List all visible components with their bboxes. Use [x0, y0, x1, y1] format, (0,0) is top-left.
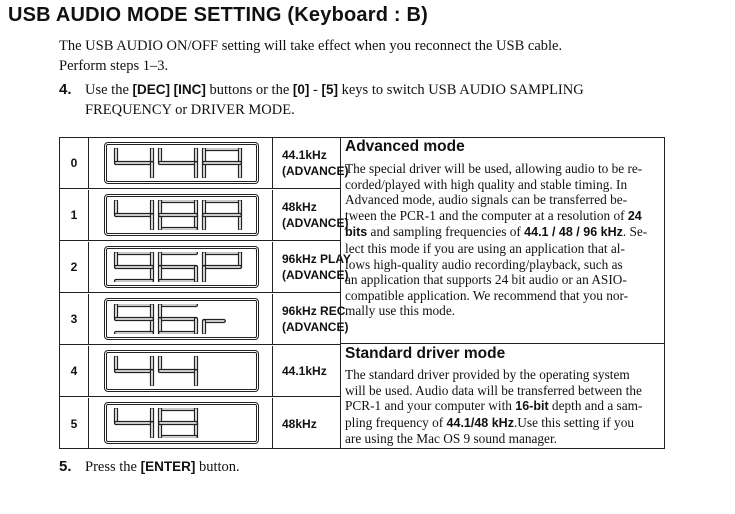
step-4-line-1: Use the [DEC] [INC] buttons or the [0] - [5] keys to switch USB AUDIO SAMPLING	[85, 82, 584, 98]
step-4-line-2: FREQUENCY or DRIVER MODE.	[85, 102, 295, 118]
mode-row-0	[60, 138, 349, 189]
mode-row-5	[60, 398, 340, 449]
key-5-label: [5]	[321, 82, 338, 97]
mode-index: 0	[60, 138, 89, 188]
lcd-cell	[89, 346, 273, 396]
mode-index: 4	[60, 346, 89, 396]
seven-seg-icon	[110, 252, 253, 282]
section-divider	[341, 343, 664, 344]
dec-key-label: [DEC]	[132, 82, 171, 97]
seven-seg-icon	[110, 200, 253, 230]
inc-key-label: [INC]	[173, 82, 206, 97]
lcd-cell	[89, 242, 273, 292]
mode-row-2	[60, 242, 351, 293]
advanced-mode-heading: Advanced mode	[345, 138, 465, 155]
mode-index: 1	[60, 190, 89, 240]
lcd-cell	[89, 294, 273, 344]
lcd-display	[104, 298, 259, 340]
step-4-number: 4.	[59, 81, 72, 98]
mode-desc: 96kHz PLAY (ADVANCE)	[282, 252, 351, 282]
mode-index: 3	[60, 294, 89, 344]
intro-line-2: Perform steps 1–3.	[59, 58, 169, 74]
lcd-cell	[89, 398, 273, 449]
mode-desc: 44.1kHz	[282, 364, 327, 378]
seven-seg-icon	[110, 408, 253, 438]
mode-desc: 48kHz	[282, 416, 317, 431]
mode-desc: 44.1kHz (ADVANCE)	[282, 148, 349, 178]
enter-key-label: [ENTER]	[140, 459, 196, 474]
mode-row-4	[60, 346, 340, 397]
lcd-display	[104, 142, 259, 184]
step-5-number: 5.	[59, 458, 72, 475]
key-0-label: [0]	[292, 82, 310, 97]
mode-row-3	[60, 294, 349, 345]
intro-text	[59, 36, 562, 76]
mode-index: 5	[60, 398, 89, 449]
mode-description-box	[341, 137, 665, 449]
lcd-display	[104, 350, 259, 392]
mode-row-1	[60, 190, 349, 241]
lcd-display	[104, 194, 259, 236]
mode-desc: 96kHz REC (ADVANCE)	[282, 304, 349, 334]
mode-index: 2	[60, 242, 89, 292]
lcd-cell	[89, 138, 273, 188]
seven-seg-icon	[110, 148, 253, 178]
mode-table	[59, 137, 351, 449]
standard-mode-section: Standard driver mode The standard driver provided by the operating system will be used. Audio data will be transferred between the PCR-1 and your computer with 16-bit depth and a sam- pling frequency of 44.1/48 kHz.Use this setting if you are using the Mac OS 9 sound manager.	[345, 345, 643, 447]
lcd-display	[104, 246, 259, 288]
intro-line-1: The USB AUDIO ON/OFF setting will take effect when you reconnect the USB cable.	[59, 38, 563, 54]
seven-seg-icon	[110, 304, 253, 334]
seven-seg-icon	[110, 356, 253, 386]
advanced-mode-section: Advanced mode The special driver will be used, allowing audio to be re- corded/played with high quality and stable timing. In Advanced mode, audio signals can be transferred be- tween the PCR-1 and the computer at a resolution of 24 bits and sampling frequencies of 44.1 / 48 / 96 kHz. Se- lect this mode if you are using an application that al- lows high-quality audio recording/playback, such as an application that supports 24 bit audio or an ASIO- compatible application. We recommend that you nor- mally use this mode.	[345, 138, 648, 319]
lcd-cell	[89, 190, 273, 240]
mode-desc: 48kHz (ADVANCE)	[282, 200, 349, 230]
lcd-display	[104, 402, 259, 444]
section-title: USB AUDIO MODE SETTING (Keyboard : B)	[8, 4, 429, 26]
standard-mode-heading: Standard driver mode	[345, 345, 506, 362]
